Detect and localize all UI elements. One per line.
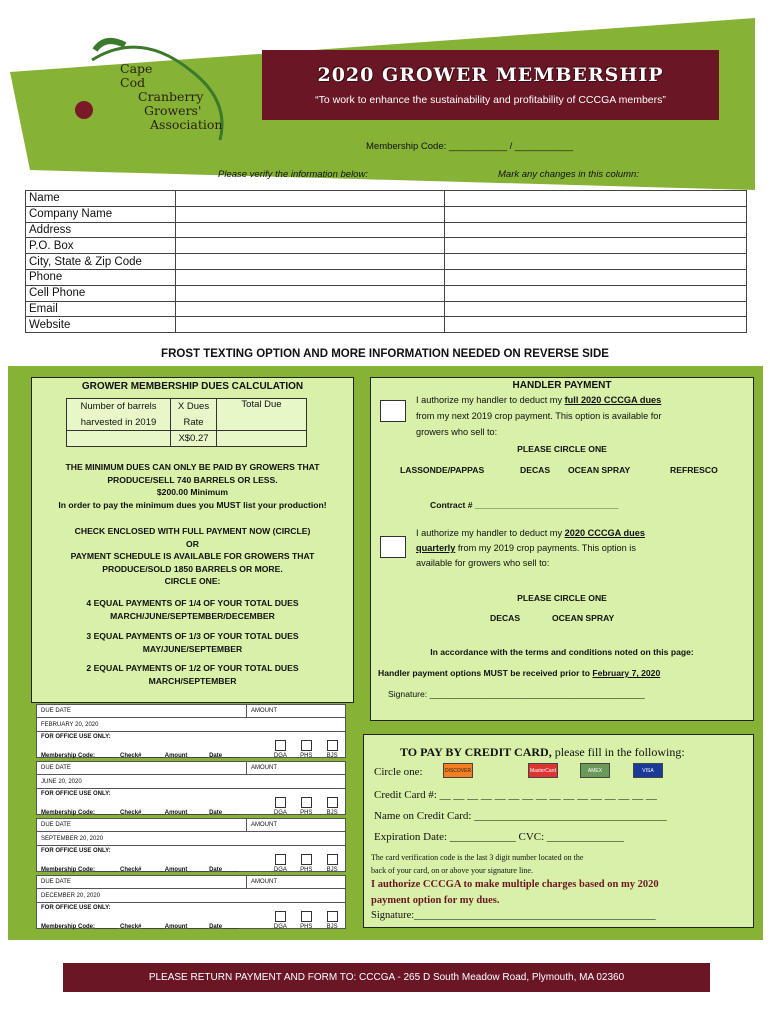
info-change-field[interactable] — [445, 317, 747, 333]
amount-label: AMOUNT — [251, 765, 277, 771]
info-change-field[interactable] — [445, 301, 747, 317]
cc-title: TO PAY BY CREDIT CARD, please fill in the following: — [400, 745, 685, 759]
cc-authorize: I authorize CCCGA to make multiple charges based on my 2020 payment option for my dues. — [371, 879, 659, 906]
mark-label: Mark any changes in this column: — [498, 169, 639, 180]
card-visa-icon[interactable]: VISA — [633, 763, 663, 778]
dga-checkbox[interactable] — [275, 911, 286, 922]
option-3-payments[interactable]: 3 EQUAL PAYMENTS OF 1/3 OF YOUR TOTAL DUES MAY/JUNE/SEPTEMBER — [86, 631, 299, 654]
info-row — [26, 317, 747, 333]
phs-checkbox[interactable] — [301, 854, 312, 865]
info-value — [176, 317, 445, 333]
frost-notice: FROST TEXTING OPTION AND MORE INFORMATION NEEDED ON REVERSE SIDE — [161, 348, 609, 360]
office-use-line: Membership Code:_______ Check#_______Amount______ Date_____ — [41, 810, 239, 816]
page-title: 2020 GROWER MEMBERSHIP — [317, 64, 664, 86]
handler-ocean-spray[interactable]: OCEAN SPRAY — [568, 465, 631, 475]
info-row — [26, 301, 747, 317]
cvc-note: The card verification code is the last 3 digit number located on the back of your card, on or above your signature line. — [371, 853, 584, 875]
handler-ocean-spray-2[interactable]: OCEAN SPRAY — [552, 613, 615, 623]
office-use-line: Membership Code:_______ Check#_______Amount______ Date_____ — [41, 867, 239, 873]
info-value — [176, 191, 445, 207]
due-date-label: DUE DATE — [37, 819, 247, 831]
office-use-label: FOR OFFICE USE ONLY: — [41, 905, 111, 911]
minimum-dues: THE MINIMUM DUES CAN ONLY BE PAID BY GROWERS THAT PRODUCE/SELL 740 BARRELS OR LESS. $200.00 Minimum In order to pay the minimum dues you MUST list your production! — [58, 462, 327, 510]
card-discover-icon[interactable]: DISCOVER — [443, 763, 473, 778]
payment-schedule-info: CHECK ENCLOSED WITH FULL PAYMENT NOW (CIRCLE) OR PAYMENT SCHEDULE IS AVAILABLE FOR GROWERS THAT PRODUCE/SOLD 1850 BARRELS OR MORE. CIRCLE ONE: — [70, 526, 315, 586]
info-value — [176, 269, 445, 285]
phs-checkbox[interactable] — [301, 797, 312, 808]
verify-label: Please verify the information below: — [218, 169, 368, 180]
info-change-field[interactable] — [445, 254, 747, 270]
dga-checkbox[interactable] — [275, 854, 286, 865]
terms-text: In accordance with the terms and conditions noted on this page: — [430, 647, 694, 657]
bjs-checkbox[interactable] — [327, 854, 338, 865]
dga-checkbox[interactable] — [275, 740, 286, 751]
deadline-text: Handler payment options MUST be received prior to February 7, 2020 — [378, 668, 661, 678]
handler-decas-2[interactable]: DECAS — [490, 613, 521, 623]
phs-checkbox[interactable] — [301, 740, 312, 751]
office-use-label: FOR OFFICE USE ONLY: — [41, 791, 111, 797]
info-row — [26, 254, 747, 270]
card-mastercard-icon[interactable]: MasterCard — [528, 763, 558, 778]
info-value — [176, 222, 445, 238]
handler-refresco[interactable]: REFRESCO — [670, 465, 718, 475]
due-date-label: DUE DATE — [37, 705, 247, 717]
info-label: Email — [26, 301, 176, 317]
contract-field[interactable]: Contract # ______________________________ — [430, 500, 619, 510]
info-value — [176, 254, 445, 270]
office-use-label: FOR OFFICE USE ONLY: — [41, 848, 111, 854]
card-amex-icon[interactable]: AMEX — [580, 763, 610, 778]
circle-one-label: PLEASE CIRCLE ONE — [517, 444, 607, 454]
info-row — [26, 238, 747, 254]
schedule-row: DUE DATE AMOUNT JUNE 20, 2020 FOR OFFICE USE ONLY: Membership Code:_______ Check#_______Amount______ Date_____ DGA PHS BJS — [36, 761, 346, 815]
cc-expiration-field[interactable]: Expiration Date: ____________ CVC: ______________ — [374, 831, 624, 843]
quarterly-dues-checkbox[interactable] — [380, 536, 406, 558]
office-use-line: Membership Code:_______ Check#_______Amount______ Date_____ — [41, 753, 239, 759]
due-date-label: DUE DATE — [37, 876, 247, 888]
office-use-line: Membership Code:_______ Check#_______Amount______ Date_____ — [41, 924, 239, 930]
info-value — [176, 238, 445, 254]
cc-name-field[interactable]: Name on Credit Card: ___________________________________ — [374, 810, 667, 822]
dues-table: Number of barrels X Dues Total Due harvested in 2019 Rate X$0.27 — [66, 398, 307, 447]
cc-circle-label: Circle one: — [374, 766, 423, 778]
info-row — [26, 191, 747, 207]
due-date: SEPTEMBER 20, 2020 — [37, 832, 345, 846]
circle-one-label-2: PLEASE CIRCLE ONE — [517, 593, 607, 603]
amount-label: AMOUNT — [251, 822, 277, 828]
info-change-field[interactable] — [445, 238, 747, 254]
logo: Cape Cod Cranberry Growers' Association — [120, 61, 223, 132]
option-2-payments[interactable]: 2 EQUAL PAYMENTS OF 1/2 OF YOUR TOTAL DUES MARCH/SEPTEMBER — [86, 663, 299, 686]
schedule-row: DUE DATE AMOUNT DECEMBER 20, 2020 FOR OFFICE USE ONLY: Membership Code:_______ Check#_______Amount______ Date_____ DGA PHS BJS — [36, 875, 346, 929]
info-label: City, State & Zip Code — [26, 254, 176, 270]
info-change-field[interactable] — [445, 222, 747, 238]
return-address-footer: PLEASE RETURN PAYMENT AND FORM TO: CCCGA - 265 D South Meadow Road, Plymouth, MA 02360 — [63, 963, 710, 992]
info-row — [26, 269, 747, 285]
full-dues-checkbox[interactable] — [380, 400, 406, 422]
handler-option-full: I authorize my handler to deduct my full 2020 CCCGA dues from my next 2019 crop payment. This option is available for growers who sell to: — [416, 395, 662, 437]
schedule-row: DUE DATE AMOUNT FEBRUARY 20, 2020 FOR OFFICE USE ONLY: Membership Code:_______ Check#_______Amount______ Date_____ DGA PHS BJS — [36, 704, 346, 758]
handler-signature[interactable]: Signature: _____________________________________________ — [388, 689, 645, 699]
info-label: Phone — [26, 269, 176, 285]
subtitle: “To work to enhance the sustainability and profitability of CCCGA members” — [315, 94, 666, 106]
handler-option-quarterly: I authorize my handler to deduct my 2020 CCCGA dues quarterly from my 2019 crop payments. This option is available for growers who sell to: — [416, 528, 645, 568]
info-change-field[interactable] — [445, 191, 747, 207]
info-change-field[interactable] — [445, 285, 747, 301]
info-label: Website — [26, 317, 176, 333]
membership-code: Membership Code: ___________ / ___________ — [366, 141, 574, 152]
due-date: FEBRUARY 20, 2020 — [37, 718, 345, 732]
option-4-payments[interactable]: 4 EQUAL PAYMENTS OF 1/4 OF YOUR TOTAL DUES MARCH/JUNE/SEPTEMBER/DECEMBER — [86, 598, 299, 621]
due-date: JUNE 20, 2020 — [37, 775, 345, 789]
phs-checkbox[interactable] — [301, 911, 312, 922]
info-label: P.O. Box — [26, 238, 176, 254]
info-row — [26, 206, 747, 222]
info-value — [176, 285, 445, 301]
due-date-label: DUE DATE — [37, 762, 247, 774]
info-label: Address — [26, 222, 176, 238]
info-label: Company Name — [26, 206, 176, 222]
info-row — [26, 285, 747, 301]
bjs-checkbox[interactable] — [327, 797, 338, 808]
schedule-row: DUE DATE AMOUNT SEPTEMBER 20, 2020 FOR OFFICE USE ONLY: Membership Code:_______ Check#_______Amount______ Date_____ DGA PHS BJS — [36, 818, 346, 872]
bjs-checkbox[interactable] — [327, 911, 338, 922]
info-change-field[interactable] — [445, 269, 747, 285]
bjs-checkbox[interactable] — [327, 740, 338, 751]
title-banner — [262, 50, 719, 120]
dga-checkbox[interactable] — [275, 797, 286, 808]
info-label: Name — [26, 191, 176, 207]
office-use-label: FOR OFFICE USE ONLY: — [41, 734, 111, 740]
due-date: DECEMBER 20, 2020 — [37, 889, 345, 903]
amount-label: AMOUNT — [251, 879, 277, 885]
info-label: Cell Phone — [26, 285, 176, 301]
handler-decas[interactable]: DECAS — [520, 465, 551, 475]
handler-lassonde[interactable]: LASSONDE/PAPPAS — [400, 465, 485, 475]
dues-title: GROWER MEMBERSHIP DUES CALCULATION — [81, 381, 304, 392]
cc-signature-field[interactable]: Signature:______________________________________________ — [371, 910, 656, 921]
handler-title: HANDLER PAYMENT — [512, 380, 612, 391]
info-table — [25, 190, 747, 333]
info-value — [176, 206, 445, 222]
info-value — [176, 301, 445, 317]
info-change-field[interactable] — [445, 206, 747, 222]
cc-number-field[interactable]: Credit Card #: __ __ __ __ __ __ __ __ __ __ __ __ __ __ __ __ — [374, 789, 657, 801]
info-row — [26, 222, 747, 238]
amount-label: AMOUNT — [251, 708, 277, 714]
